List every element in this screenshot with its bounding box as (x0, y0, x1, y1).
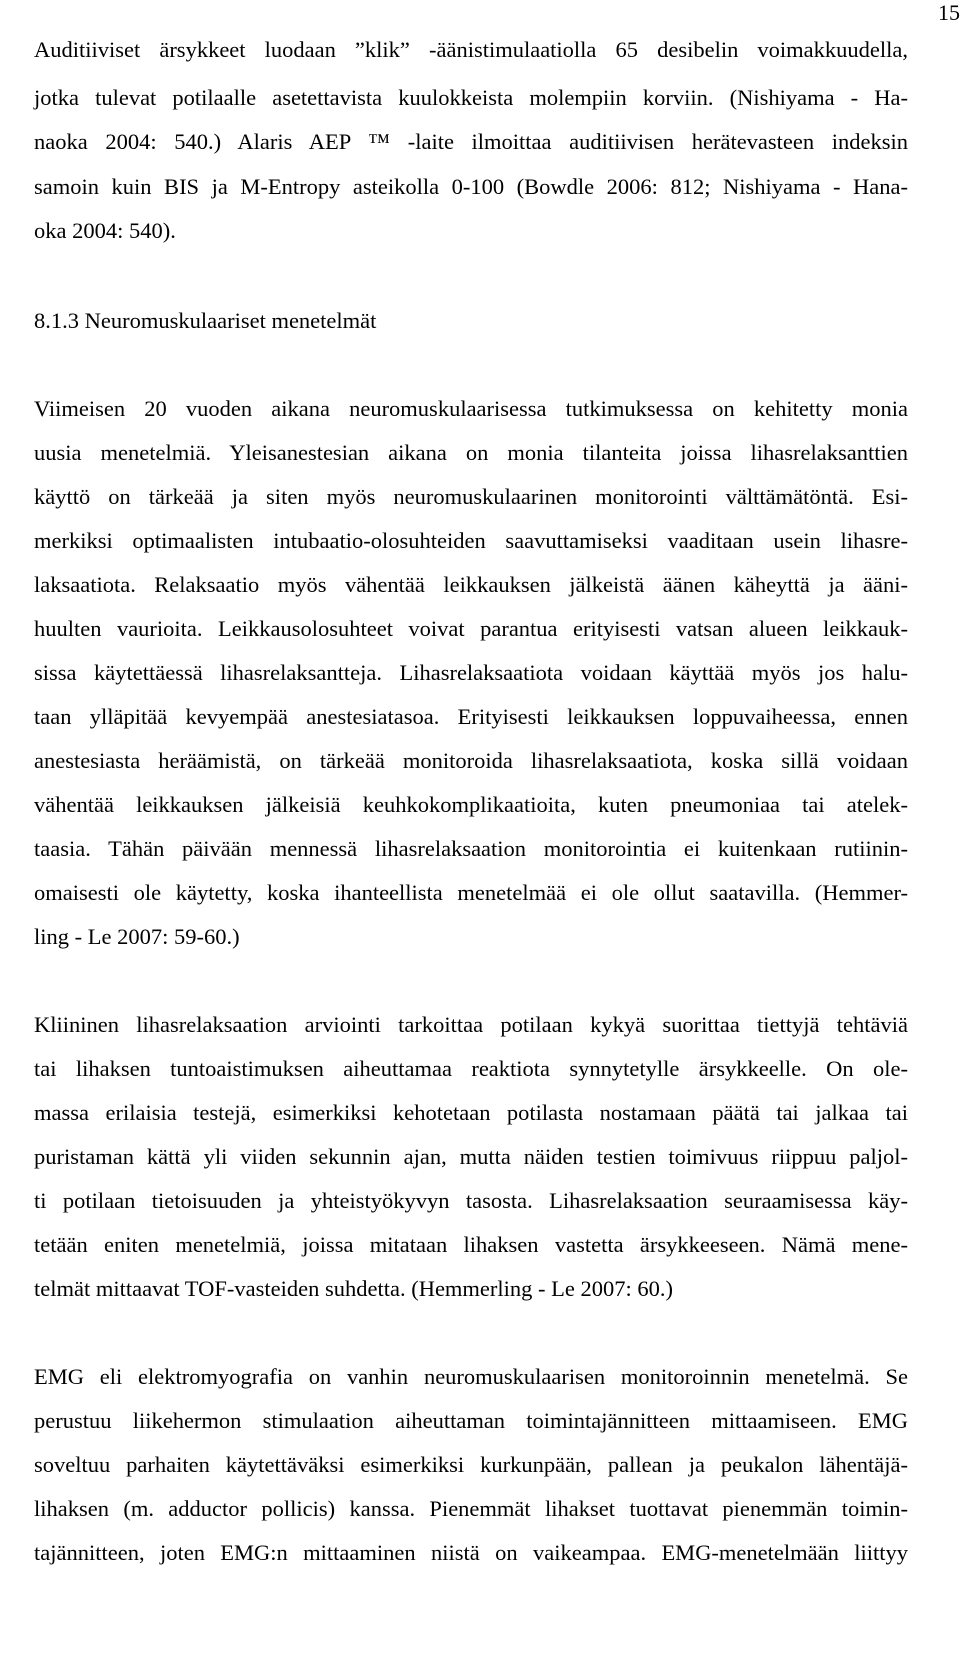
paragraph-2-line: käyttö on tärkeää ja siten myös neuromuskulaarinen monitorointi välttämätöntä. Esi- (34, 484, 908, 509)
paragraph-2-line: ling - Le 2007: 59-60.) (34, 924, 240, 949)
paragraph-4-line: perustuu liikehermon stimulaation aiheuttaman toimintajännitteen mittaamiseen. EMG (34, 1408, 908, 1433)
section-heading: 8.1.3 Neuromuskulaariset menetelmät (34, 308, 377, 333)
paragraph-3-line: tetään eniten menetelmiä, joissa mitataan lihaksen vastetta ärsykkeeseen. Nämä mene- (34, 1232, 908, 1257)
paragraph-2-line: merkiksi optimaalisten intubaatio-olosuhteiden saavuttamiseksi vaaditaan usein lihasre- (34, 528, 908, 553)
paragraph-3-line: puristaman kättä yli viiden sekunnin ajan, mutta näiden testien toimivuus riippuu paljol- (34, 1144, 908, 1169)
paragraph-3-line: tai lihaksen tuntoaistimuksen aiheuttamaa reaktiota synnytetylle ärsykkeelle. On ole- (34, 1056, 908, 1081)
paragraph-4-line: lihaksen (m. adductor pollicis) kanssa. Pienemmät lihakset tuottavat pienemmän toimin- (34, 1496, 908, 1521)
paragraph-1-line: Auditiiviset ärsykkeet luodaan ”klik” -äänistimulaatiolla 65 desibelin voimakkuudella, (34, 37, 908, 62)
paragraph-2-line: laksaatiota. Relaksaatio myös vähentää leikkauksen jälkeistä äänen käheyttä ja ääni- (34, 572, 908, 597)
paragraph-1-line: oka 2004: 540). (34, 218, 176, 243)
paragraph-1-line: naoka 2004: 540.) Alaris AEP ™ -laite ilmoittaa auditiivisen herätevasteen indeksin (34, 129, 908, 154)
paragraph-3-line: Kliininen lihasrelaksaation arviointi tarkoittaa potilaan kykyä suorittaa tiettyjä tehtäviä (34, 1012, 908, 1037)
paragraph-3-line: telmät mittaavat TOF-vasteiden suhdetta. (Hemmerling - Le 2007: 60.) (34, 1276, 674, 1301)
paragraph-2-line: vähentää leikkauksen jälkeisiä keuhkokomplikaatioita, kuten pneumoniaa tai atelek- (34, 792, 908, 817)
paragraph-1-line: jotka tulevat potilaalle asetettavista kuulokkeista molempiin korviin. (Nishiyama - Ha- (34, 85, 908, 110)
page-number: 15 (938, 0, 960, 25)
paragraph-4-line: EMG eli elektromyografia on vanhin neuromuskulaarisen monitoroinnin menetelmä. Se (34, 1364, 908, 1389)
paragraph-3-line: ti potilaan tietoisuuden ja yhteistyökyvyn tasosta. Lihasrelaksaation seuraamisessa käy- (34, 1188, 908, 1213)
paragraph-4-line: tajännitteen, joten EMG:n mittaaminen niistä on vaikeampaa. EMG-menetelmään liittyy (34, 1540, 908, 1565)
paragraph-2-line: Viimeisen 20 vuoden aikana neuromuskulaarisessa tutkimuksessa on kehitetty monia (34, 396, 908, 421)
paragraph-2-line: anestesiasta heräämistä, on tärkeää monitoroida lihasrelaksaatiota, koska sillä voidaan (34, 748, 908, 773)
paragraph-2-line: taan ylläpitää kevyempää anestesiatasoa. Erityisesti leikkauksen loppuvaiheessa, ennen (34, 704, 908, 729)
paragraph-2-line: omaisesti ole käytetty, koska ihanteellista menetelmää ei ole ollut saatavilla. (Hemmer- (34, 880, 908, 905)
paragraph-2-line: taasia. Tähän päivään mennessä lihasrelaksaation monitorointia ei kuitenkaan rutiinin- (34, 836, 908, 861)
paragraph-2-line: sissa käytettäessä lihasrelaksantteja. Lihasrelaksaatiota voidaan käyttää myös jos halu- (34, 660, 908, 685)
paragraph-2-line: uusia menetelmiä. Yleisanestesian aikana on monia tilanteita joissa lihasrelaksanttien (34, 440, 908, 465)
paragraph-3-line: massa erilaisia testejä, esimerkiksi kehotetaan potilasta nostamaan päätä tai jalkaa tai (34, 1100, 908, 1125)
paragraph-4-line: soveltuu parhaiten käytettäväksi esimerkiksi kurkunpään, pallean ja peukalon lähentäjä- (34, 1452, 908, 1477)
paragraph-2-line: huulten vaurioita. Leikkausolosuhteet voivat parantua erityisesti vatsan alueen leikkauk- (34, 616, 908, 641)
paragraph-1-line: samoin kuin BIS ja M-Entropy asteikolla 0-100 (Bowdle 2006: 812; Nishiyama - Hana- (34, 174, 908, 199)
